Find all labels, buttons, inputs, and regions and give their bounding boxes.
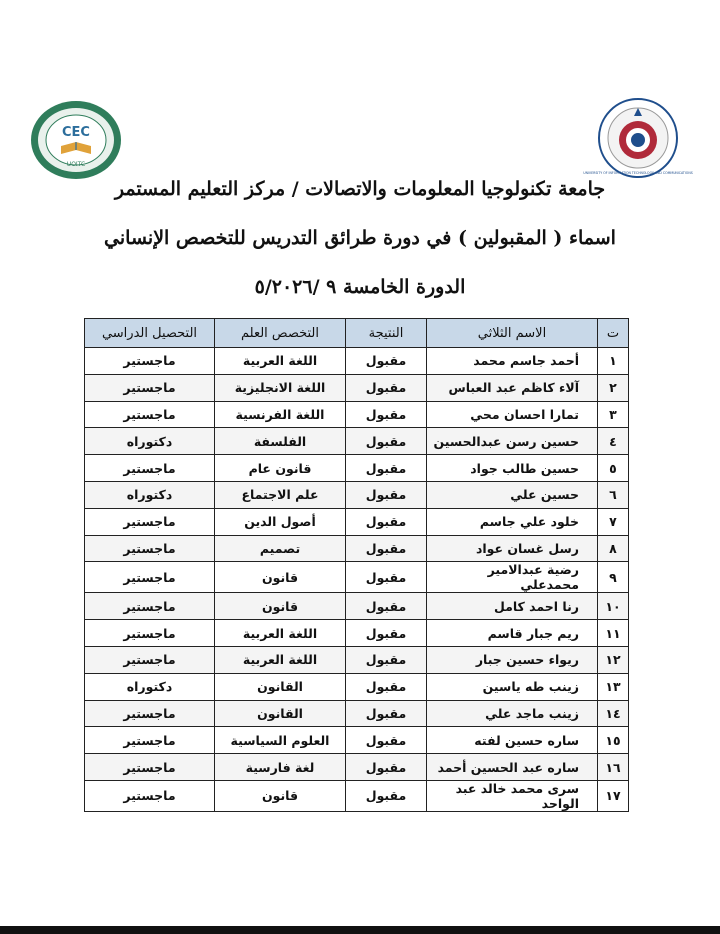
row-specialty: القانون — [215, 673, 346, 700]
table-row — [85, 593, 629, 620]
cec-logo-caption: UOITC — [66, 161, 86, 168]
row-number: ٩ — [598, 562, 629, 593]
row-education: ماجستير — [85, 780, 215, 811]
row-number: ١٦ — [598, 754, 629, 781]
table-header-row — [85, 319, 629, 348]
row-name: رضية عبدالامير محمدعلي — [427, 562, 598, 593]
row-name: رسل غسان عواد — [427, 535, 598, 562]
university-logo — [583, 98, 693, 178]
row-name: زينب طه ياسين — [427, 673, 598, 700]
row-result: مقبول — [346, 620, 427, 647]
row-education: ماجستير — [85, 348, 215, 375]
header-education: التحصيل الدراسي — [85, 319, 215, 348]
row-number: ٢ — [598, 374, 629, 401]
table-row — [85, 348, 629, 375]
row-number: ٣ — [598, 401, 629, 428]
row-name: آلاء كاظم عبد العباس — [427, 374, 598, 401]
row-education: ماجستير — [85, 646, 215, 673]
row-specialty: قانون — [215, 780, 346, 811]
row-education: ماجستير — [85, 700, 215, 727]
row-education: ماجستير — [85, 374, 215, 401]
table-row — [85, 535, 629, 562]
bottom-band — [0, 926, 720, 934]
row-result: مقبول — [346, 673, 427, 700]
row-education: ماجستير — [85, 620, 215, 647]
row-education: دكتوراه — [85, 481, 215, 508]
row-specialty: الفلسفة — [215, 428, 346, 455]
header-result: النتيجة — [346, 319, 427, 348]
header-name: الاسم الثلاثي — [427, 319, 598, 348]
row-specialty: علم الاجتماع — [215, 481, 346, 508]
row-name: ساره حسين لفته — [427, 727, 598, 754]
row-number: ٥ — [598, 455, 629, 482]
row-specialty: لغة فارسية — [215, 754, 346, 781]
university-logo-caption: UNIVERSITY OF INFORMATION TECHNOLOGY AND COMMUNICATIONS — [583, 171, 693, 175]
row-number: ١٣ — [598, 673, 629, 700]
row-education: دكتوراه — [85, 428, 215, 455]
table-row — [85, 780, 629, 811]
row-name: خلود علي جاسم — [427, 508, 598, 535]
table-row — [85, 620, 629, 647]
row-education: ماجستير — [85, 401, 215, 428]
row-education: ماجستير — [85, 754, 215, 781]
row-education: ماجستير — [85, 455, 215, 482]
row-result: مقبول — [346, 455, 427, 482]
row-name: أحمد جاسم محمد — [427, 348, 598, 375]
row-name: ريم جبار قاسم — [427, 620, 598, 647]
row-name: حسين طالب جواد — [427, 455, 598, 482]
row-result: مقبول — [346, 562, 427, 593]
cec-logo-text: CEC — [62, 125, 90, 140]
row-result: مقبول — [346, 428, 427, 455]
table-row — [85, 374, 629, 401]
row-education: ماجستير — [85, 535, 215, 562]
table-row — [85, 754, 629, 781]
accepted-table — [84, 318, 629, 812]
row-name: زينب ماجد علي — [427, 700, 598, 727]
row-number: ٨ — [598, 535, 629, 562]
table-row — [85, 700, 629, 727]
row-name: سرى محمد خالد عبد الواحد — [427, 780, 598, 811]
table-row — [85, 401, 629, 428]
row-result: مقبول — [346, 646, 427, 673]
row-number: ١٤ — [598, 700, 629, 727]
table-row — [85, 673, 629, 700]
row-number: ١١ — [598, 620, 629, 647]
cec-logo — [30, 100, 122, 180]
row-result: مقبول — [346, 481, 427, 508]
row-education: ماجستير — [85, 593, 215, 620]
row-name: رنا احمد كامل — [427, 593, 598, 620]
row-number: ٧ — [598, 508, 629, 535]
row-name: تمارا احسان محي — [427, 401, 598, 428]
header-num: ت — [598, 319, 629, 348]
row-specialty: تصميم — [215, 535, 346, 562]
table-row — [85, 562, 629, 593]
row-result: مقبول — [346, 508, 427, 535]
table-row — [85, 455, 629, 482]
row-number: ١٧ — [598, 780, 629, 811]
row-result: مقبول — [346, 780, 427, 811]
row-result: مقبول — [346, 535, 427, 562]
row-number: ١٢ — [598, 646, 629, 673]
row-specialty: قانون عام — [215, 455, 346, 482]
row-specialty: القانون — [215, 700, 346, 727]
row-name: حسين رسن عبدالحسين — [427, 428, 598, 455]
table-row — [85, 481, 629, 508]
row-specialty: اللغة العربية — [215, 348, 346, 375]
row-name: ساره عبد الحسين أحمد — [427, 754, 598, 781]
row-number: ٦ — [598, 481, 629, 508]
row-education: ماجستير — [85, 508, 215, 535]
row-specialty: اللغة العربية — [215, 646, 346, 673]
row-specialty: قانون — [215, 593, 346, 620]
row-result: مقبول — [346, 348, 427, 375]
row-result: مقبول — [346, 401, 427, 428]
row-specialty: اللغة الانجليزية — [215, 374, 346, 401]
row-result: مقبول — [346, 727, 427, 754]
row-result: مقبول — [346, 700, 427, 727]
university-title: جامعة تكنولوجيا المعلومات والاتصالات / مركز التعليم المستمر — [114, 178, 606, 200]
table-row — [85, 646, 629, 673]
row-education: ماجستير — [85, 727, 215, 754]
session-date: الدورة الخامسة ٩ /٥/٢٠٢٦ — [254, 276, 466, 298]
row-result: مقبول — [346, 754, 427, 781]
row-specialty: العلوم السياسية — [215, 727, 346, 754]
row-number: ٤ — [598, 428, 629, 455]
table-row — [85, 428, 629, 455]
row-name: ريواء حسين جبار — [427, 646, 598, 673]
row-specialty: قانون — [215, 562, 346, 593]
row-specialty: أصول الدين — [215, 508, 346, 535]
row-specialty: اللغة العربية — [215, 620, 346, 647]
row-education: ماجستير — [85, 562, 215, 593]
row-number: ١ — [598, 348, 629, 375]
row-result: مقبول — [346, 374, 427, 401]
row-number: ١٥ — [598, 727, 629, 754]
row-number: ١٠ — [598, 593, 629, 620]
row-result: مقبول — [346, 593, 427, 620]
row-name: حسين علي — [427, 481, 598, 508]
table-row — [85, 508, 629, 535]
course-subtitle: اسماء ( المقبولين ) في دورة طرائق التدريس للتخصص الإنساني — [104, 227, 616, 249]
header-specialty: التخصص العلم — [215, 319, 346, 348]
row-education: دكتوراه — [85, 673, 215, 700]
row-specialty: اللغة الفرنسية — [215, 401, 346, 428]
table-row — [85, 727, 629, 754]
